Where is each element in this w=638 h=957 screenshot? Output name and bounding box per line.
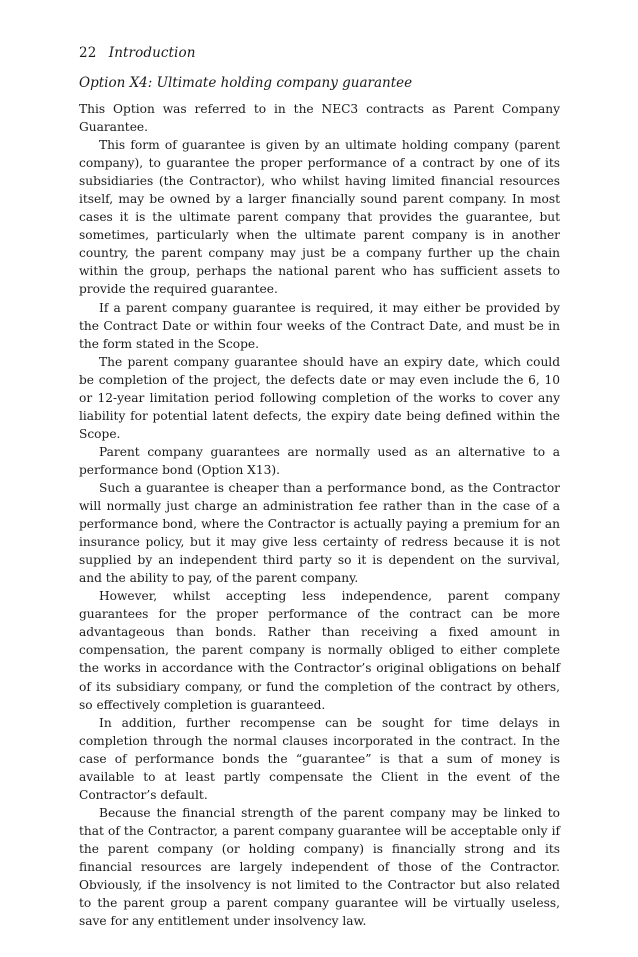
paragraph: Parent company guarantees are normally used as an alternative to a performance bond (Option X13).	[79, 444, 560, 477]
section-title: Option X4: Ultimate holding company guarantee	[79, 75, 413, 91]
paragraph: This Option was referred to in the NEC3 contracts as Parent Company Guarantee.	[79, 102, 560, 135]
paragraph: If a parent company guarantee is required, it may either be provided by the Contract Date or within four weeks of the Contract Date, and must be in the form stated in the Scope.	[79, 300, 560, 351]
paragraph: However, whilst accepting less independence, parent company guarantees for the proper performance of the contract can be more advantageous than bonds. Rather than receiving a fixed amount in compensation, the parent company is normally obliged to either complete the works in accordance with the Contractor’s original obligations on behalf of its subsidiary company, or fund the completion of the contract by others, so effectively completion is guaranteed.	[79, 589, 560, 712]
paragraph: Such a guarantee is cheaper than a performance bond, as the Contractor will normally just charge an administration fee rather than in the case of a performance bond, where the Contractor is actually paying a premium for an insurance policy, but it may give less certainty of redress because it is not supplied by an independent third party so it is dependent on the survival, and the ability to pay, of the parent company.	[79, 480, 560, 586]
running-head-title: Introduction	[108, 45, 196, 61]
paragraph: This form of guarantee is given by an ultimate holding company (parent company), to guarantee the proper performance of a contract by one of its subsidiaries (the Contractor), who whilst having limited financial resources itself, may be owned by a larger financially sound parent company. In most cases it is the ultimate parent company that provides the guarantee, but sometimes, particularly when the ultimate parent company is in another country, the parent company may just be a company further up the chain within the group, perhaps the national parent who has sufficient assets to provide the required guarantee.	[79, 138, 560, 297]
paragraph: In addition, further recompense can be sought for time delays in completion through the normal clauses incorporated in the contract. In the case of performance bonds the “guarantee” is that a sum of money is available to at least partly compensate the Client in the event of the Contractor’s default.	[79, 715, 560, 802]
body-text	[79, 100, 560, 930]
page-number: 22	[79, 45, 97, 61]
paragraph: The parent company guarantee should have an expiry date, which could be completion of the project, the defects date or may even include the 6, 10 or 12-year limitation period following completion of the works to cover any liability for potential latent defects, the expiry date being defined within the Scope.	[79, 354, 560, 441]
running-head	[79, 45, 196, 61]
paragraph: Because the financial strength of the parent company may be linked to that of the Contractor, a parent company guarantee will be acceptable only if the parent company (or holding company) is financially strong and its financial resources are largely independent of those of the Contractor. Obviously, if the insolvency is not limited to the Contractor but also related to the parent group a parent company guarantee will be virtually useless, save for any entitlement under insolvency law.	[79, 805, 560, 929]
